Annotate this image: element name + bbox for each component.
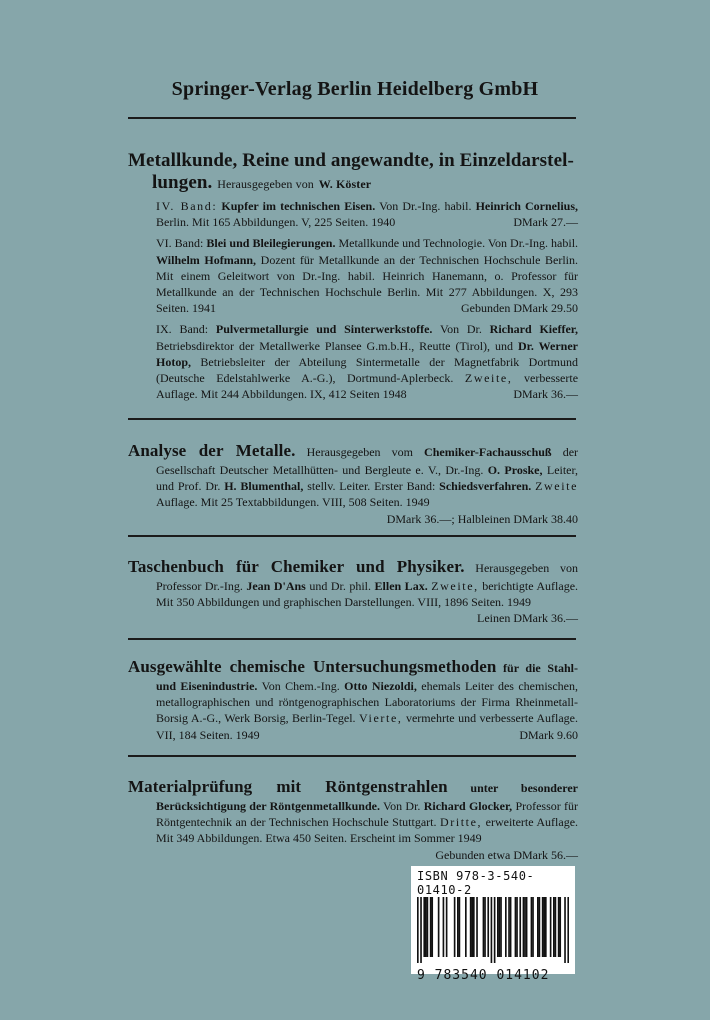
barcode-bar <box>516 897 518 957</box>
publisher-name: Springer-Verlag Berlin Heidelberg GmbH <box>171 78 539 100</box>
price: DMark 27.— <box>513 215 578 230</box>
barcode-bar <box>526 897 528 957</box>
isbn-barcode-box <box>411 866 575 983</box>
barcode-bar <box>508 897 510 957</box>
barcode-bar <box>515 897 517 957</box>
section-rule <box>128 638 576 640</box>
barcode-bar <box>497 897 499 957</box>
section-title-cont: lungen. <box>152 172 213 193</box>
barcode-bar <box>430 897 432 957</box>
section-metallkunde <box>128 150 578 407</box>
barcode-bar <box>491 897 493 963</box>
barcode-bar <box>532 897 534 957</box>
barcode-bar <box>558 897 560 957</box>
price: DMark 36.—; Halbleinen DMark 38.40 <box>386 511 578 526</box>
section-materialpruefung: Materialprüfung mit Röntgenstrahlen unter besonderer Berücksichtigung der Röntgenmetallkunde. Von Dr. Richard Glocker, Professor für Röntgentechnik an der Technischen Hochschule Stuttgart. Dritte, erweiterte Auflage. Mit 349 Abbildungen. Etwa 450 Seiten. Erscheint im Sommer 1949 Gebunden etwa DMark 56.— <box>128 777 579 862</box>
isbn-label: ISBN 978-3-540-01410-2 <box>417 869 535 897</box>
barcode-bar <box>494 897 496 963</box>
section-taschenbuch: Taschenbuch für Chemiker und Physiker. Herausgegeben von Professor Dr.-Ing. Jean D'Ans und Dr. phil. Ellen Lax. Zweite, berichtigte Auflage. Mit 350 Abbildungen und graphischen Darstellungen. VIII, 1896 Seiten. 1949 Leinen DMark 36.— <box>128 557 579 626</box>
barcode-bar <box>542 897 544 957</box>
barcode-bar <box>519 897 521 957</box>
barcode-bar <box>423 897 425 957</box>
section-title: Metallkunde, Reine und angewandte, in Einzeldarstel- <box>128 150 574 171</box>
barcode-bar <box>523 897 525 957</box>
barcode-bar <box>559 897 561 957</box>
isbn-number: 9 783540 014102 <box>417 968 550 983</box>
barcode-bar <box>459 897 461 957</box>
editor-name: W. Köster <box>318 177 372 191</box>
barcode-bar <box>431 897 433 957</box>
barcode-bar <box>510 897 512 957</box>
section-analyse: Analyse der Metalle. Herausgegeben vom Chemiker-Fachausschuß der Gesellschaft Deutscher Metallhütten- und Bergleute e. V., Dr.-Ing. O. Proske, Leiter, und Prof. Dr. H. Blumenthal, stellv. Leiter. Erster Band: Schiedsverfahren. Zweite Auflage. Mit 25 Textabbildungen. VIII, 508 Seiten. 1949 DMark 36.—; Halbleinen DMark 38.40 <box>128 441 579 526</box>
section-rule <box>128 535 576 537</box>
section-title: Taschenbuch für Chemiker und Physiker. <box>128 557 465 576</box>
volume-entry: IV. Band: Kupfer im technischen Eisen. Von Dr.-Ing. habil. Heinrich Cornelius, Berlin. Mit 165 Abbildungen. V, 225 Seiten. 1940 DMark 27.— <box>156 199 579 230</box>
barcode-bar <box>524 897 526 957</box>
barcode-bar <box>545 897 547 957</box>
volume-entry: VI. Band: Blei und Bleilegierungen. Metallkunde und Technologie. Von Dr.-Ing. habil. Wilhelm Hofmann, Dozent für Metallkunde an der Technischen Hochschule Berlin. Mit einem Geleitwort von Dr.-Ing. habil. Heinrich Hanemann, o. Professor für Metallkunde an der Technischen Hochschule Berlin. Mit 277 Abbildungen. X, 293 Seiten. 1941 Gebunden DMark 29.50 <box>156 236 579 316</box>
price: Gebunden etwa DMark 56.— <box>435 847 578 862</box>
barcode-bar <box>537 897 539 957</box>
barcode-bar <box>550 897 552 957</box>
price: DMark 36.— <box>513 387 578 402</box>
barcode-bar <box>543 897 545 957</box>
barcode-bar <box>567 897 569 963</box>
barcode-bar <box>471 897 473 957</box>
section-untersuchungsmethoden: Ausgewählte chemische Untersuchungsmethoden für die Stahl- und Eisenindustrie. Von Chem.-Ing. Otto Niezoldi, ehemals Leiter des chemischen, metallographischen und röntgenographischen Laboratoriums der Firma Rheinmetall-Borsig A.-G., Werk Borsig, Berlin-Tegel. Vierte, vermehrte und verbesserte Auflage. VII, 184 Seiten. 1949 DMark 9.60 <box>128 657 578 742</box>
barcode-bar <box>483 897 485 957</box>
barcode-bar <box>476 897 478 957</box>
barcode-bar <box>500 897 502 957</box>
barcode-bar <box>539 897 541 957</box>
section-rule <box>128 418 576 420</box>
section-rule <box>128 755 576 757</box>
barcode-bar <box>427 897 429 957</box>
barcode-bar <box>425 897 427 957</box>
barcode-bar <box>499 897 501 957</box>
barcode-bar <box>465 897 467 957</box>
barcode-bar <box>420 897 422 963</box>
barcode-bar <box>473 897 475 957</box>
barcode-bar <box>417 897 419 963</box>
barcode-bar <box>531 897 533 957</box>
barcode-bar <box>487 897 489 957</box>
price: Leinen DMark 36.— <box>477 611 578 626</box>
barcode-bar <box>438 897 440 957</box>
price: Gebunden DMark 29.50 <box>461 301 578 316</box>
section-title: Ausgewählte chemische Untersuchungsmethoden <box>128 657 497 676</box>
barcode-bar <box>446 897 448 957</box>
section-title: Analyse der Metalle. <box>128 441 296 460</box>
volume-entry: IX. Band: Pulvermetallurgie und Sinterwerkstoffe. Von Dr. Richard Kieffer, Betriebsdirektor der Metallwerke Plansee G.m.b.H., Reutte (Tirol), und Dr. Werner Hotop, Betriebsleiter der Abteilung Sintermetalle der Magnetfabrik Dortmund (Deutsche Edelstahlwerke A.-G.), Dortmund-Aplerbeck. Zweite, verbesserte Auflage. Mit 244 Abbildungen. IX, 412 Seiten 1948 DMark 36.— <box>156 322 579 402</box>
barcode-bar <box>555 897 557 957</box>
barcode-bar <box>553 897 555 957</box>
barcode-bar <box>457 897 459 957</box>
barcode-bar <box>505 897 507 957</box>
barcode-bar <box>443 897 445 957</box>
barcode-icon <box>417 897 569 963</box>
price: DMark 9.60 <box>519 727 578 742</box>
barcode-bar <box>564 897 566 963</box>
barcode-bar <box>470 897 472 957</box>
barcode-bar <box>454 897 456 957</box>
top-rule <box>128 117 576 119</box>
section-title: Materialprüfung mit Röntgenstrahlen <box>128 777 448 796</box>
barcode-bar <box>484 897 486 957</box>
editor-prefix: Herausgegeben von <box>217 177 314 191</box>
